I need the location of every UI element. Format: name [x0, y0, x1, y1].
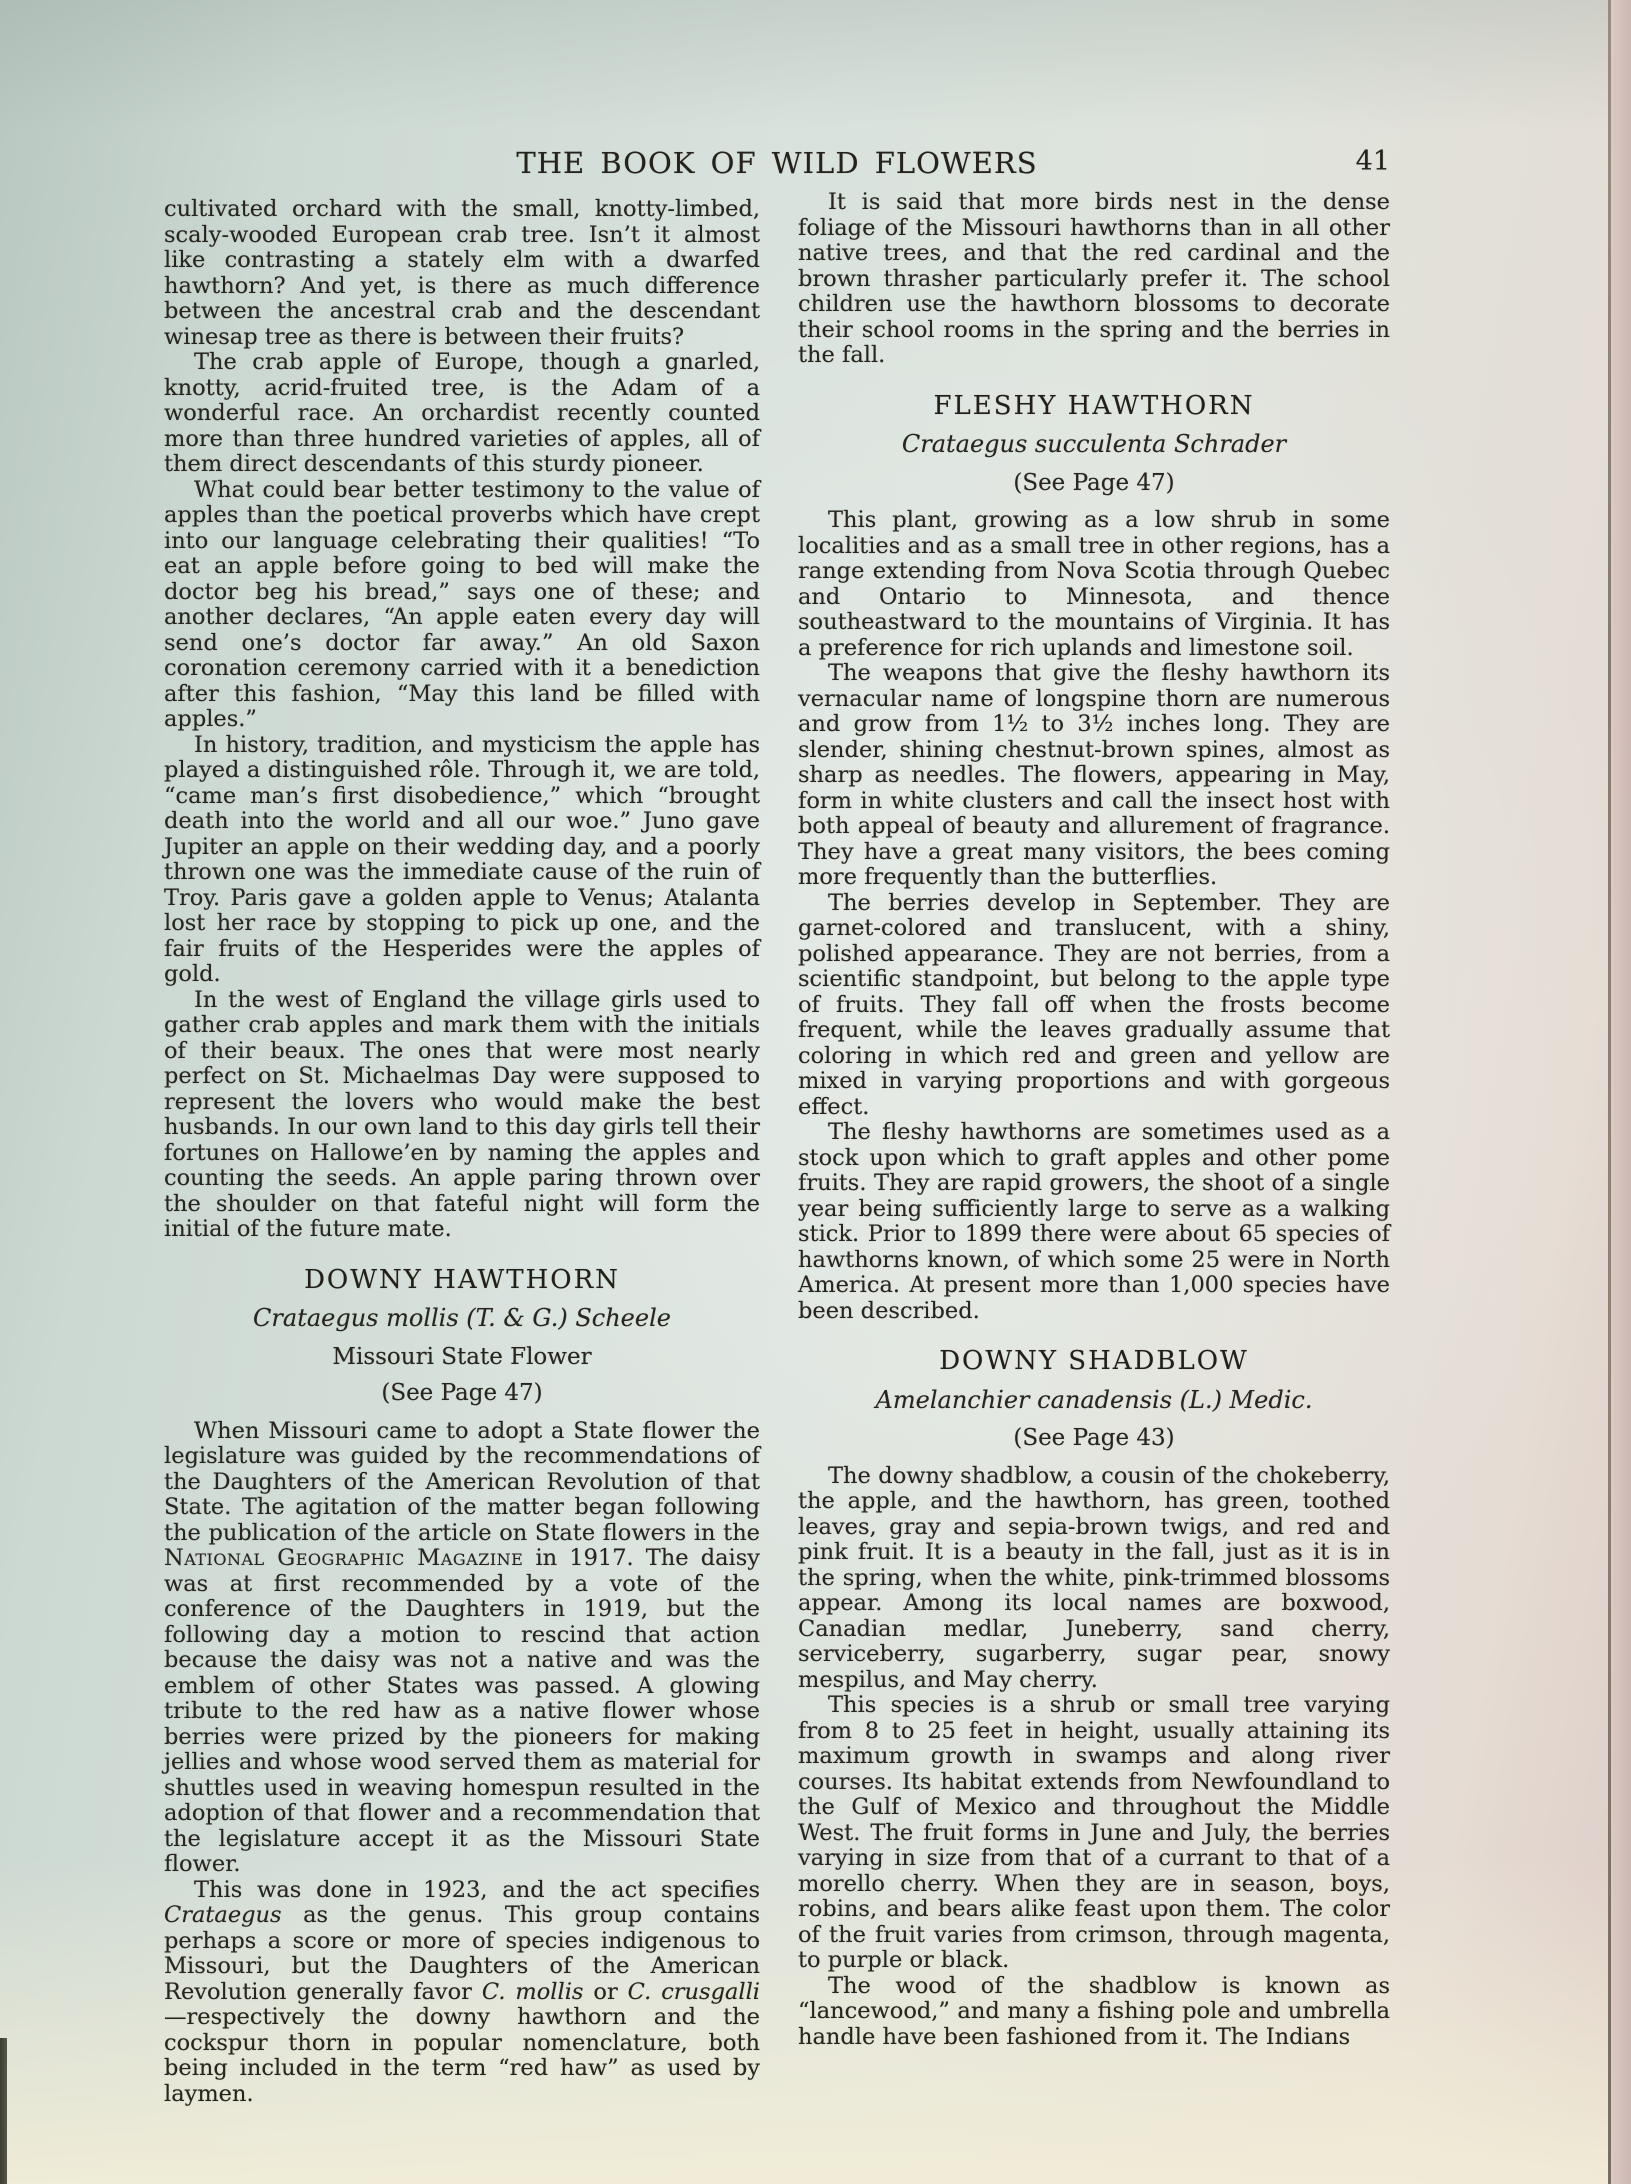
paragraph: The crab apple of Europe, though a gnarled, knotty, acrid-fruited tree, is the Adam of a wonderful race. An orchardist recently counted more than three hundred varieties of apples, all of them direct descendants of this sturdy pioneer. [164, 349, 760, 477]
section-heading: DOWNY HAWTHORN [304, 1264, 620, 1295]
paragraph: In history, tradition, and mysticism the apple has played a distinguished rôle. Through it, we are told, “came man’s first disobedience,” which “brought death into the world and all our woe.” Juno gave Jupiter an apple on their wedding day, and a poorly thrown one was the immediate cause of the ruin of Troy. Paris gave a golden apple to Venus; Atalanta lost her race by stopping to pick up one, and the fair fruits of the Hesperides were the apples of gold. [164, 731, 760, 987]
page-reference: (See Page 43) [1013, 1425, 1175, 1451]
section-heading: DOWNY SHADBLOW [939, 1346, 1249, 1376]
species-name: Crataegus succulenta Schrader [901, 430, 1287, 458]
section-heading: FLESHY HAWTHORN [933, 390, 1255, 421]
paragraph: What could bear better testimony to the value of apples than the poetical proverbs which have crept into our language celebrating their qualities! “To eat an apple before going to bed will make the doctor beg his bread,” says one of these; and another declares, “An apple eaten every day will send one’s doctor far away.” An old Saxon coronation ceremony carried with it a benediction after this fashion, “May this land be filled with apples.” [164, 476, 760, 732]
species-name: Crataegus mollis (T. & G.) Scheele [253, 1304, 671, 1332]
paragraph: This species is a shrub or small tree varying from 8 to 25 feet in height, usually attaining its maximum growth in swamps and along river courses. Its habitat extends from Newfoundland to the Gulf of Mexico and throughout the Middle West. The fruit forms in June and July, the berries varying in size from that of a currant to that of a morello cherry. When they are in season, boys, robins, and bears alike feast upon them. The color of the fruit varies from crimson, through magenta, to purple or black. [798, 1692, 1390, 1973]
subtitle: Missouri State Flower [332, 1343, 592, 1370]
running-header [0, 146, 1631, 188]
paragraph: The weapons that give the fleshy hawthorn its vernacular name of longspine thorn are numerous and grow from 1½ to 3½ inches long. They are slender, shining chestnut-brown spines, almost as sharp as needles. The flowers, appearing in May, form in white clusters and call the insect host with both appeal of beauty and allurement of fragrance. They have a great many visitors, the bees coming more frequently than the butterflies. [798, 660, 1390, 890]
page-number: 41 [1355, 146, 1390, 177]
paragraph: This was done in 1923, and the act specifies Crataegus as the genus. This group contains perhaps a score or more of species indigenous to Missouri, but the Daughters of the American Revolution generally favor C. mollis or C. crusgalli—respectively the downy hawthorn and the cockspur thorn in popular nomenclature, both being included in the term “red haw” as used by laymen. [164, 1876, 760, 2107]
paragraph: The downy shadblow, a cousin of the chokeberry, the apple, and the hawthorn, has green, toothed leaves, gray and sepia-brown twigs, and red and pink fruit. It is a beauty in the fall, just as it is in the spring, when the white, pink-trimmed blossoms appear. Among its local names are boxwood, Canadian medlar, Juneberry, sand cherry, serviceberry, sugarberry, sugar pear, snowy mespilus, and May cherry. [798, 1462, 1390, 1693]
right-column [798, 190, 1390, 2050]
paragraph: When Missouri came to adopt a State flower the legislature was guided by the recommendations of the Daughters of the American Revolution of that State. The agitation of the matter began following the publication of the article on State flowers in the National Geographic Magazine in 1917. The daisy was at first recommended by a vote of the conference of the Daughters in 1919, but the following day a motion to rescind that action because the daisy was not a native and was the emblem of other States was passed. A glowing tribute to the red haw as a native flower whose berries were prized by the pioneers for making jellies and whose wood served them as material for shuttles used in weaving homespun resulted in the adoption of that flower and a recommendation that the legislature accept it as the Missouri State flower. [164, 1417, 760, 1877]
book-binding-shadow [0, 2038, 7, 2184]
paragraph: The berries develop in September. They are garnet-colored and translucent, with a shiny, polished appearance. They are not berries, from a scientific standpoint, but belong to the apple type of fruits. They fall off when the frosts become frequent, while the leaves gradually assume that coloring in which red and green and yellow are mixed in varying proportions and with gorgeous effect. [798, 889, 1390, 1120]
page-reference: (See Page 47) [381, 1380, 543, 1406]
paragraph: In the west of England the village girls used to gather crab apples and mark them with the initials of their beaux. The ones that were most nearly perfect on St. Michaelmas Day were supposed to represent the lovers who would make the best husbands. In our own land to this day girls tell their fortunes on Hallowe’en by naming the apples and counting the seeds. An apple paring thrown over the shoulder on that fateful night will form the initial of the future mate. [164, 986, 760, 1242]
page-edge-line [1608, 0, 1611, 2184]
paragraph: The fleshy hawthorns are sometimes used as a stock upon which to graft apples and other pome fruits. They are rapid growers, the shoot of a single year being sufficiently large to serve as a walking stick. Prior to 1899 there were about 65 species of hawthorns known, of which some 25 were in North America. At present more than 1,000 species have been described. [798, 1119, 1390, 1324]
book-title: THE BOOK OF WILD FLOWERS [516, 146, 1038, 180]
left-column [164, 197, 760, 2107]
paragraph: cultivated orchard with the small, knotty-limbed, scaly-wooded European crab tree. Isn’t it almost like contrasting a stately elm with a dwarfed hawthorn? And yet, is there as much difference between the ancestral crab and the descendant winesap tree as there is between their fruits? [164, 196, 760, 350]
page-reference: (See Page 47) [1013, 469, 1175, 496]
page-edge [1611, 0, 1631, 2184]
paragraph: The wood of the shadblow is known as “lancewood,” and many a fishing pole and umbrella handle have been fashioned from it. The Indians [798, 1972, 1390, 2050]
paragraph: It is said that more birds nest in the dense foliage of the Missouri hawthorns than in all other native trees, and that the red cardinal and the brown thrasher particularly prefer it. The school children use the hawthorn blossoms to decorate their school rooms in the spring and the berries in the fall. [798, 189, 1390, 368]
paragraph: This plant, growing as a low shrub in some localities and as a small tree in other regions, has a range extending from Nova Scotia through Quebec and Ontario to Minnesota, and thence southeastward to the mountains of Virginia. It has a preference for rich uplands and limestone soil. [798, 507, 1390, 661]
species-name: Amelanchier canadensis (L.) Medic. [875, 1385, 1313, 1414]
